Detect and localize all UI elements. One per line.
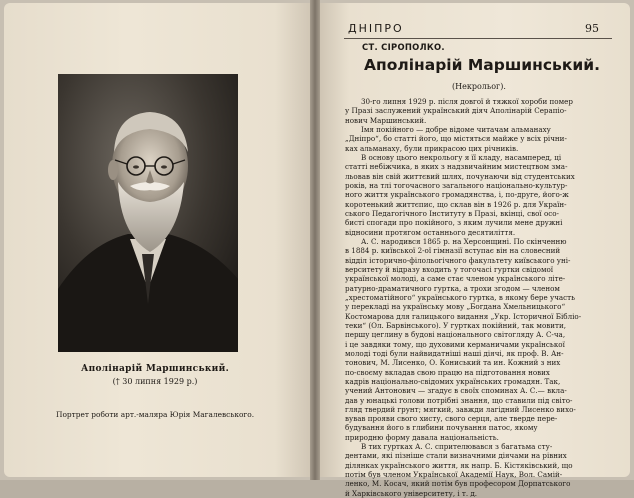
article-title: Аполінарій Маршинський. — [364, 56, 600, 74]
text-line: В основу цього некрольогу я її кладу, насамперед, ці — [361, 152, 562, 162]
text-line: відділ історично-філольогічного факультету київського уні- — [345, 255, 571, 265]
text-line: кадрів національно-свідомих українських громадян. Так, — [345, 376, 561, 386]
text-line: верситету й відразу входить у тогочасі гуртки свідомої — [345, 264, 554, 274]
text-line: молоді тоді були найвидатніші наші діячі, як проф. В. Ан- — [345, 348, 564, 358]
text-line: гляд твердий грунт; мягкий, завжди лагідний Лисенко вихо- — [345, 404, 576, 414]
text-line: у Празі заслужений український діяч Аполінарій Серапіо- — [345, 106, 567, 116]
text-line: тонович, М. Лисенко, О. Кониський та ин. Кожний з них — [345, 358, 561, 368]
text-line: природню форму давала національність. — [345, 432, 499, 442]
text-line: й Харківського університету, і т. д. — [345, 488, 478, 498]
text-line: і це завдяки тому, що духовими керманичами української — [345, 339, 565, 349]
text-line: в 1884 р. київської 2-ої гімназії вступає він на словесний — [345, 246, 561, 256]
text-line: потім був членом Української Академії Наук, Вол. Самій- — [345, 470, 563, 480]
page-number: 95 — [585, 22, 599, 35]
text-line: теки“ (Ол. Барвінського). У гуртках покійний, так мовити, — [345, 320, 567, 330]
book-gutter — [310, 0, 320, 480]
text-line: Костомарова для галицького видання „Укр. Історичної Бібліо- — [345, 311, 582, 321]
text-line: ного життя українського громадянства, і, по-друге, його-ж — [345, 190, 569, 200]
text-line: В тих гуртках А. С. спрителювався з багатьма сту- — [361, 442, 553, 452]
portrait-credit: Портрет роботи арт.-маляра Юрія Магалевського. — [56, 410, 255, 419]
article-subtitle: (Некрольог). — [452, 82, 506, 91]
text-line: будування його в глибини почування патос, якому — [345, 423, 538, 433]
text-line: „Дніпро“, бо статті його, що містяться майже у всіх річни- — [345, 134, 567, 144]
header-rule — [344, 38, 612, 39]
article-body — [345, 97, 613, 498]
text-line: бисті спогади про покійного, з яким лучили мене дружні — [345, 218, 563, 228]
portrait-caption-date: († 30 липня 1929 р.) — [112, 377, 198, 386]
text-line: вував прояви свого хисту, свого серця, але тверде пере- — [345, 414, 558, 424]
text-line: ратурно-драматичного гуртка, а трохи згодом — членом — [345, 283, 560, 293]
text-line: ділянках українського життя, як напр. Б. Кістяківський, що — [345, 460, 573, 470]
text-line: у перекладі на українську мову „Богдана Хмельницького“ — [345, 302, 566, 312]
text-line: статті небіжчика, в яких з надзвичайним мистецтвом зма- — [345, 162, 568, 172]
text-line: відносини протягом останнього десятиліття. — [345, 227, 516, 237]
text-line: років, на тлі тогочасного загального національно-культур- — [345, 180, 568, 190]
portrait-photo — [58, 74, 238, 352]
portrait-illustration — [58, 74, 238, 352]
text-line: коротенький життєпис, що склав він в 1926 р. для Україн- — [345, 199, 567, 209]
text-line: ках альманаху, були прикрасою цих річників. — [345, 143, 519, 153]
text-line: льовав він свій життєвий шлях, почунаючи від студентських — [345, 171, 575, 181]
text-line: дентами, які пізніше стали визначними діячами на рівних — [345, 451, 567, 461]
text-line: першу цеглину в будові національного світогляду А. С-ча, — [345, 330, 566, 340]
portrait-caption-name: Аполінарій Маршинський. — [80, 364, 230, 374]
text-line: А. С. народився 1865 р. на Херсонщині. По скінченню — [361, 236, 567, 246]
running-title: ДНІПРО — [348, 22, 404, 35]
text-line: дав у юнацькі голови потрібні знання, що ставили під світо- — [345, 395, 573, 405]
text-line: „хрестоматійного“ українського гуртка, в якому бере участь — [345, 292, 576, 302]
text-line: ленко, М. Косач, який потім був професором Дорпатського — [345, 479, 571, 489]
text-line: 30-го липня 1929 р. після довгої й тяжкої хороби помер — [361, 97, 573, 106]
text-line: учений Антонович — згадує в своїх споминах А. С.— вкла- — [345, 386, 567, 396]
text-line: по-своєму вкладав свою працю на підготовання нових — [345, 367, 550, 377]
text-line: нович Маршинський. — [345, 115, 427, 125]
text-line: української молоді, а саме стає членом українського літе- — [345, 274, 566, 284]
text-line: ського Педагогічного Інституту в Празі, вкінці, свої осо- — [345, 208, 559, 218]
article-author: СТ. СІРОПОЛКО. — [362, 42, 445, 52]
text-line: Імя покійного — добре відоме читачам альманаху — [361, 124, 551, 134]
